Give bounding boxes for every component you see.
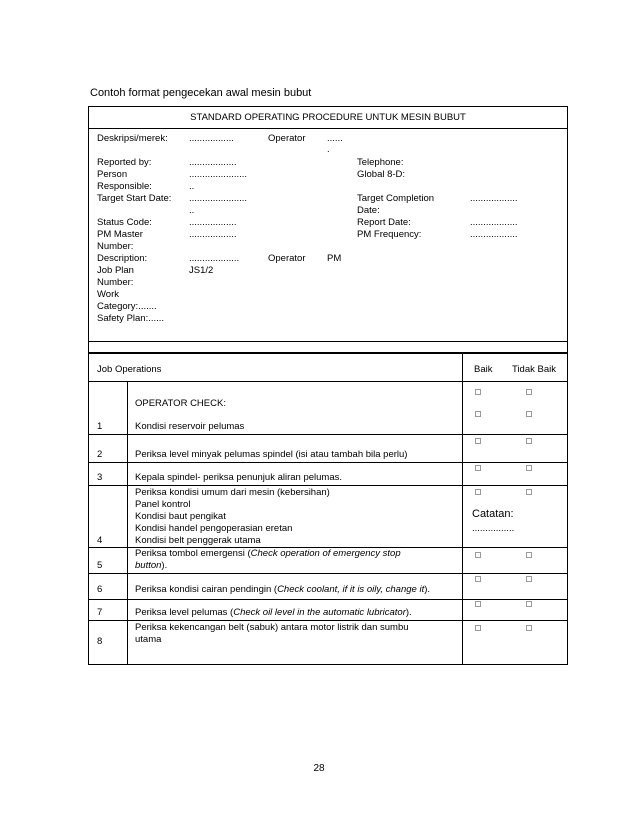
target-start-label: Target Start Date: (97, 193, 172, 204)
operation-text: Periksa kondisi cairan pendingin (Check coolant, if it is oily, change it). (135, 584, 431, 595)
target-completion-value: .................. (470, 193, 518, 204)
operation-text: Kondisi belt penggerak utama (135, 535, 261, 546)
operation-text: Periksa level minyak pelumas spindel (isi atau tambah bila perlu) (135, 449, 408, 460)
row-number: 3 (97, 472, 103, 483)
row-divider (89, 462, 567, 463)
description-value: ................... (189, 253, 240, 264)
baik-header: Baik (474, 364, 493, 375)
pm-master-value: .................. (189, 229, 237, 240)
work-category-label: Category:....... (97, 301, 157, 312)
operation-text: Kondisi baut pengikat (135, 511, 226, 522)
intro-caption: Contoh format pengecekan awal mesin bubut (90, 87, 312, 99)
checkbox-baik[interactable] (475, 576, 481, 582)
operation-text: Periksa level pelumas (Check oil level in the automatic lubricator). (135, 607, 412, 618)
row-number: 4 (97, 535, 103, 546)
operator-label: Operator (268, 133, 306, 144)
operator-value-cont: . (327, 144, 330, 155)
checkbox-tidak-baik[interactable] (526, 411, 532, 417)
target-start-value-cont: .. (189, 205, 195, 216)
row-divider (89, 599, 567, 600)
responsible-value: .. (189, 181, 195, 192)
job-plan-value: JS1/2 (189, 265, 214, 276)
checkbox-baik[interactable] (475, 552, 481, 558)
operation-text: Panel kontrol (135, 499, 191, 510)
row-number: 8 (97, 636, 103, 647)
row-divider (89, 434, 567, 435)
sop-title: STANDARD OPERATING PROCEDURE UNTUK MESIN BUBUT (190, 112, 466, 123)
operation-text: Periksa tombol emergensi (Check operation of emergency stop (135, 548, 401, 559)
status-code-label: Status Code: (97, 217, 152, 228)
person-label: Person (97, 169, 128, 180)
operation-text: button). (135, 560, 168, 571)
pm-master-label: PM Master (97, 229, 143, 240)
spacer-row (88, 341, 568, 353)
global-8d-label: Global 8-D: (357, 169, 406, 180)
row-number: 1 (97, 421, 103, 432)
checkbox-tidak-baik[interactable] (526, 625, 532, 631)
deskripsi-label: Deskripsi/merek: (97, 133, 168, 144)
operator-2-value: PM (327, 253, 342, 264)
deskripsi-value: ................. (189, 133, 234, 144)
operation-text: Kepala spindel- periksa penunjuk aliran pelumas. (135, 472, 343, 483)
job-plan-label: Job Plan (97, 265, 134, 276)
operation-text: Kondisi reservoir pelumas (135, 421, 245, 432)
col-divider (127, 381, 128, 664)
job-operations-header: Job Operations (97, 364, 162, 375)
operation-text: Periksa kekencangan belt (sabuk) antara motor listrik dan sumbu (135, 622, 409, 633)
checkbox-baik[interactable] (475, 601, 481, 607)
checkbox-baik[interactable] (475, 489, 481, 495)
reported-by-value: .................. (189, 157, 237, 168)
report-date-value: .................. (470, 217, 518, 228)
pm-frequency-value: .................. (470, 229, 518, 240)
operation-text: Kondisi handel pengoperasian eretan (135, 523, 293, 534)
operator-2-label: Operator (268, 253, 306, 264)
report-date-label: Report Date: (357, 217, 411, 228)
row-divider (89, 381, 567, 382)
page-number: 28 (313, 763, 325, 774)
pm-frequency-label: PM Frequency: (357, 229, 422, 240)
checkbox-baik[interactable] (475, 438, 481, 444)
operator-value: ...... (327, 133, 343, 144)
operation-text: utama (135, 634, 162, 645)
status-code-value: .................. (189, 217, 237, 228)
work-label: Work (97, 289, 119, 300)
target-completion-label: Target Completion (357, 193, 435, 204)
checkbox-tidak-baik[interactable] (526, 552, 532, 558)
telephone-label: Telephone: (357, 157, 404, 168)
checkbox-baik[interactable] (475, 625, 481, 631)
target-completion-label-cont: Date: (357, 205, 380, 216)
person-value: ...................... (189, 169, 248, 180)
operator-check-label: OPERATOR CHECK: (135, 398, 226, 409)
checkbox-tidak-baik[interactable] (526, 489, 532, 495)
checkbox-tidak-baik[interactable] (526, 389, 532, 395)
sop-header (88, 106, 568, 129)
row-divider (89, 485, 567, 486)
operation-text: Periksa kondisi umum dari mesin (kebersihan) (135, 487, 330, 498)
checkbox-tidak-baik[interactable] (526, 576, 532, 582)
catatan-label: Catatan: (472, 508, 514, 520)
checkbox-baik[interactable] (475, 389, 481, 395)
reported-by-label: Reported by: (97, 157, 152, 168)
checkbox-tidak-baik[interactable] (526, 438, 532, 444)
job-plan-label-cont: Number: (97, 277, 134, 288)
checkbox-baik[interactable] (475, 411, 481, 417)
catatan-value[interactable]: ................ (472, 523, 515, 534)
row-divider (89, 573, 567, 574)
description-label: Description: (97, 253, 148, 264)
checkbox-tidak-baik[interactable] (526, 465, 532, 471)
checkbox-tidak-baik[interactable] (526, 601, 532, 607)
row-number: 2 (97, 449, 103, 460)
row-number: 6 (97, 584, 103, 595)
row-number: 7 (97, 607, 103, 618)
safety-plan-label: Safety Plan:...... (97, 313, 165, 324)
row-number: 5 (97, 560, 103, 571)
tidak-baik-header: Tidak Baik (512, 364, 556, 375)
target-start-value: ...................... (189, 193, 248, 204)
job-operations-table (88, 353, 568, 665)
checkbox-baik[interactable] (475, 465, 481, 471)
info-block (88, 128, 568, 342)
row-divider (89, 620, 567, 621)
pm-master-label-cont: Number: (97, 241, 134, 252)
responsible-label: Responsible: (97, 181, 152, 192)
col-divider (462, 354, 463, 664)
